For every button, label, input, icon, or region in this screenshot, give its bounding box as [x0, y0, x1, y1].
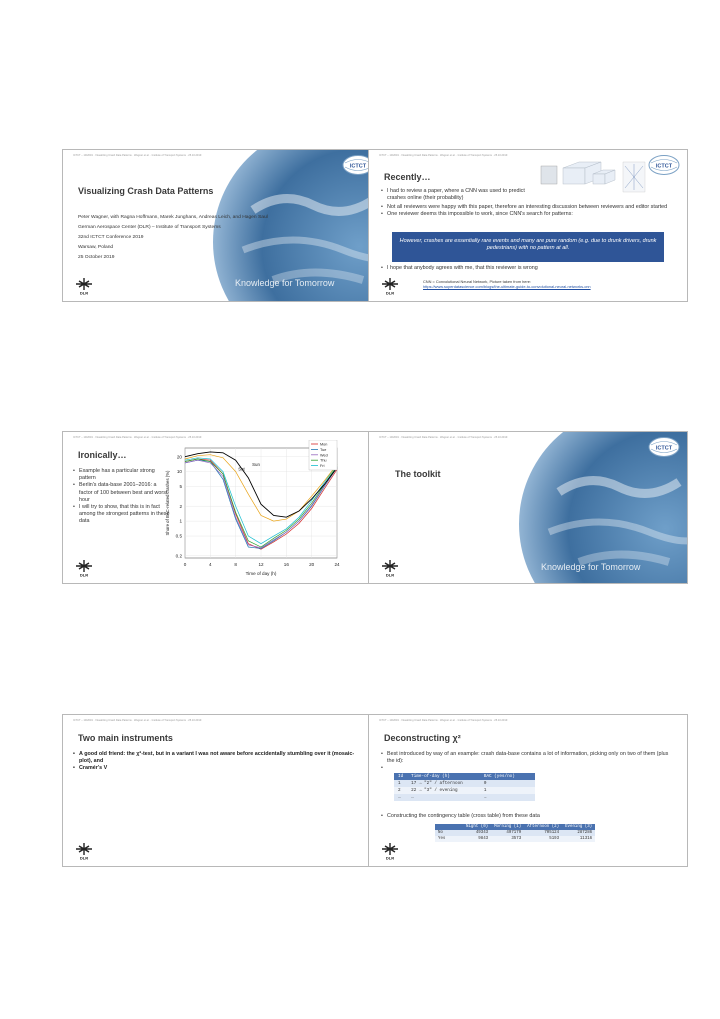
slide5-bullets	[73, 751, 363, 773]
slide-1	[62, 149, 382, 302]
y-tick-label: 10	[176, 469, 182, 475]
conference: 32nd ICTCT Conference 2019	[78, 235, 144, 240]
bullet-3: • I will try to show, that this is in fact among the strongest patterns in these data	[73, 504, 171, 526]
slide-title: The toolkit	[395, 469, 441, 479]
slide-header: ICTCT – 10/2019 · Visualizing Crash Data Patterns · Wagner et al. · Institute of Transport Systems · 25.10.2019	[379, 154, 508, 157]
ictct-logo-text: ICTCT	[655, 163, 673, 170]
crash-records-table	[394, 773, 535, 801]
legend-label: Thu	[320, 458, 327, 463]
table-cell: No	[435, 830, 463, 836]
y-tick-label: 2	[179, 503, 182, 509]
legend-label: Mon	[320, 442, 328, 447]
bullet-3: • One reviewer deems this impossible to work, since CNN's search for patterns:	[381, 211, 677, 218]
table-cell: 5193	[524, 836, 562, 842]
bullet-last: • I hope that anybody agrees with me, that this reviewer is wrong	[381, 265, 677, 272]
column-header: Time-of-day (h)	[407, 773, 480, 780]
cnn-source-link[interactable]: https://www.superdatascience.com/blogs/the-ultimate-guide-to-convolutional-neural-networks-cnn	[423, 284, 591, 290]
y-tick-label: 1	[179, 518, 182, 524]
x-tick-label: 8	[234, 562, 237, 567]
column-header: Evening (3)	[562, 824, 595, 830]
tagline: Knowledge for Tomorrow	[541, 562, 641, 572]
slide-header: ICTCT – 10/2019 · Visualizing Crash Data Patterns · Wagner et al. · Institute of Transport Systems · 25.10.2019	[379, 719, 508, 722]
tagline: Knowledge for Tomorrow	[235, 278, 335, 288]
dlr-logo	[379, 559, 401, 577]
slide-4	[368, 431, 688, 584]
table-cell: 11316	[562, 836, 595, 842]
reviewer-quote: However, crashes are essentially rare events and many are pure random (e.g. due to drunk drivers, drunk pedestrians) with no pattern at all.	[392, 232, 664, 262]
column-header: Id	[394, 773, 407, 780]
table-cell: 705124	[524, 830, 562, 836]
dlr-logo-text: DLR	[385, 290, 395, 295]
authors: Peter Wagner, with Ragna Hoffmann, Marek Junghans, Andreas Leich, and Hagen Saul	[78, 215, 268, 220]
cnn-footnote	[423, 279, 687, 290]
dlr-logo-text: DLR	[385, 572, 395, 577]
x-tick-label: 24	[334, 562, 340, 567]
y-axis-label: Share of BAC-related crashes (%)	[165, 470, 170, 536]
date: 25 October 2019	[78, 255, 115, 260]
table-cell: …	[394, 794, 407, 801]
legend-label: Wed	[320, 453, 328, 458]
bullet-3: • Constructing the contingency table (cross table) from these data	[381, 813, 677, 820]
column-header: BAC (yes/no)	[480, 773, 535, 780]
dlr-logo-text: DLR	[79, 855, 89, 860]
bullet-2: •	[381, 765, 383, 772]
bullet-2: • Cramér's V	[73, 765, 363, 772]
table-row	[394, 794, 535, 801]
slide-6	[368, 714, 688, 867]
dlr-logo-text: DLR	[79, 572, 89, 577]
bullet-2: • Berlin's data-base 2001–2016: a factor of 100 between best and worst hour	[73, 482, 171, 504]
dlr-logo	[379, 277, 401, 295]
slide-title: Two main instruments	[78, 733, 173, 743]
x-tick-label: 0	[183, 562, 187, 567]
table-row	[435, 836, 595, 842]
x-axis-label: Time of day (h)	[245, 571, 277, 576]
column-header: Afternoon (2)	[524, 824, 562, 830]
table-row	[394, 780, 535, 787]
bullets-2-3	[381, 204, 677, 218]
dlr-logo-text: DLR	[79, 290, 89, 295]
x-tick-label: 12	[258, 562, 264, 567]
column-header: Night (0)	[463, 824, 491, 830]
slide-title: Ironically…	[78, 450, 127, 460]
slide-title: Deconstructing χ²	[384, 733, 461, 743]
table-cell: 17 → "2" / afternoon	[407, 780, 480, 787]
table-cell: 9843	[463, 836, 491, 842]
slide3-bullets	[73, 468, 171, 526]
title-details	[78, 213, 358, 263]
contingency-table	[435, 824, 595, 842]
x-tick-label: 16	[283, 562, 289, 567]
bullet-1: • Example has a particular strong pattern	[73, 468, 171, 482]
table-cell: 49343	[463, 830, 491, 836]
slide-2	[368, 149, 688, 302]
annotation-label: Sun	[252, 461, 260, 467]
bullet-1: • Best introduced by way of an example: crash data-base contains a lot of information, picking only on two of them (plus the id):	[381, 751, 677, 765]
dlr-logo	[73, 559, 95, 577]
ictct-logo	[647, 436, 681, 458]
bullet-1: • I had to review a paper, where a CNN was used to predict crashes online (their probability)	[381, 188, 541, 202]
legend-label: Fri	[320, 464, 325, 469]
dlr-logo	[379, 842, 401, 860]
table-cell: 1	[480, 787, 535, 794]
column-header: Morning (1)	[491, 824, 524, 830]
bac-time-of-day-chart	[161, 440, 349, 584]
y-tick-label: 5	[179, 484, 182, 490]
x-tick-label: 4	[209, 562, 212, 567]
slide-header: ICTCT – 10/2019 · Visualizing Crash Data Patterns · Wagner et al. · Institute of Transport Systems · 25.10.2019	[73, 154, 202, 157]
table-cell: 3573	[491, 836, 524, 842]
table-cell: 22 → "3" / evening	[407, 787, 480, 794]
slide-3	[62, 431, 382, 584]
bullet-1: • A good old friend: the χ²-test, but in a variant I was not aware before accidentally stumbling over it (mosaic-plot), and	[73, 751, 363, 765]
ictct-logo-text: ICTCT	[655, 445, 673, 452]
table-cell: …	[407, 794, 480, 801]
institution: German Aerospace Center (DLR) – Institute of Transport Systems	[78, 225, 221, 230]
table-cell: 287286	[562, 830, 595, 836]
ictct-logo-text: ICTCT	[349, 163, 367, 170]
slide6-intro	[381, 751, 677, 773]
y-tick-label: 0.5	[175, 533, 182, 539]
table-cell: 2	[394, 787, 407, 794]
table-cell: 1	[394, 780, 407, 787]
dlr-logo-text: DLR	[385, 855, 395, 860]
bullet-2: • Not all reviewers were happy with this paper, therefore an interesting discussion between reviewers and editor started	[381, 204, 677, 211]
y-tick-label: 20	[176, 454, 182, 460]
table-cell: …	[480, 794, 535, 801]
table-row	[394, 787, 535, 794]
slide-header: ICTCT – 10/2019 · Visualizing Crash Data Patterns · Wagner et al. · Institute of Transport Systems · 25.10.2019	[73, 436, 202, 439]
cnn-diagram	[539, 158, 647, 198]
slide-header: ICTCT – 10/2019 · Visualizing Crash Data Patterns · Wagner et al. · Institute of Transport Systems · 25.10.2019	[379, 436, 508, 439]
slide-title: Recently…	[384, 172, 431, 182]
slide-title: Visualizing Crash Data Patterns	[78, 186, 214, 196]
dlr-logo	[73, 842, 95, 860]
dlr-logo	[73, 277, 95, 295]
table-cell: 497179	[491, 830, 524, 836]
legend-label: Tue	[320, 447, 327, 452]
x-tick-label: 20	[309, 562, 315, 567]
y-tick-label: 0.2	[175, 553, 182, 559]
slide-5	[62, 714, 382, 867]
table-cell: 0	[480, 780, 535, 787]
table-cell: Yes	[435, 836, 463, 842]
cnn-note: CNN = Convolutional Neural Network, Picture taken from here:	[423, 279, 532, 284]
ictct-logo	[647, 154, 681, 176]
annotation-label: Sat	[238, 466, 245, 472]
slide-header: ICTCT – 10/2019 · Visualizing Crash Data Patterns · Wagner et al. · Institute of Transport Systems · 25.10.2019	[73, 719, 202, 722]
location: Warsaw, Poland	[78, 245, 114, 250]
